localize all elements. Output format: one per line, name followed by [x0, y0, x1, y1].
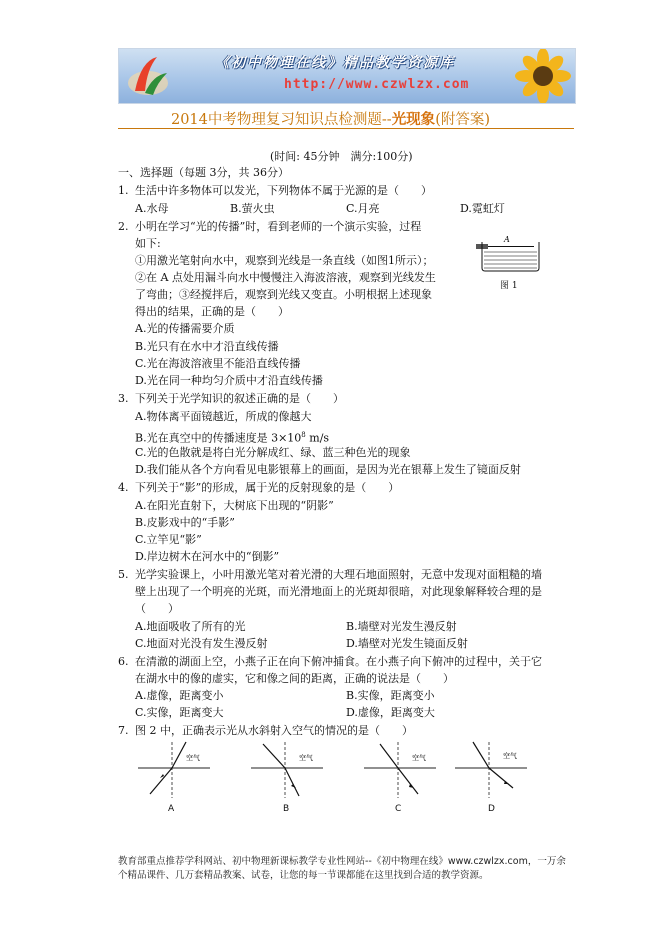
svg-text:空气: 空气	[503, 752, 517, 760]
document-title: 2014中考物理复习知识点检测题--光现象(附答案)	[170, 111, 491, 128]
page-footer	[118, 855, 578, 883]
q2-line-6: 得出的结果，正确的是（ ）	[135, 305, 289, 318]
q3-number: 3.	[118, 392, 129, 405]
title-divider	[118, 128, 574, 129]
sunflower-icon	[505, 49, 575, 103]
q3-option-b: B.光在真空中的传播速度是 $3\times 10^8$ m/s	[135, 431, 330, 445]
q2-line-1: 小明在学习“光的传播”时，看到老师的一个演示实验，过程	[135, 220, 422, 233]
banner-url[interactable]: http://www.czwlzx.com	[284, 77, 470, 92]
q5-line-1: 光学实验课上，小叶用激光笔对着光滑的大理石地面照射，无意中发现对面粗糙的墙	[135, 568, 542, 581]
q2-number: 2.	[118, 220, 129, 233]
diagram-a	[134, 738, 214, 800]
q3-option-d: D.我们能从各个方向看见电影银幕上的画面，是因为光在银幕上发生了镜面反射	[135, 463, 521, 476]
diagram-b	[247, 738, 327, 800]
q7-text: 图 2 中，正确表示光从水斜射入空气的情况的是（ ）	[135, 724, 413, 737]
q6-option-d: D.虚像，距离变大	[346, 706, 435, 719]
q5-number: 5.	[118, 568, 129, 581]
diagram-b-label: B	[283, 804, 290, 814]
q6-option-c: C.实像，距离变大	[135, 706, 224, 719]
figure-1-caption: 图 1	[500, 281, 518, 291]
q1-option-c: C.月亮	[346, 202, 380, 215]
q7-number: 7.	[118, 724, 129, 737]
q5-option-a: A.地面吸收了所有的光	[135, 620, 246, 633]
svg-text:空气: 空气	[186, 754, 200, 762]
q6-number: 6.	[118, 655, 129, 668]
logo-icon	[123, 51, 173, 101]
diagram-d-label: D	[488, 804, 495, 814]
q2-option-a: A.光的传播需要介质	[135, 322, 235, 335]
q1-option-b: B.萤火虫	[230, 202, 275, 215]
diagram-a-label: A	[168, 804, 175, 814]
q6-line-2: 在湖水中的像的虚实，它和像之间的距离，正确的说法是（ ）	[135, 672, 454, 685]
q3-text: 下列关于光学知识的叙述正确的是（ ）	[135, 392, 344, 405]
q1-option-a: A.水母	[135, 202, 169, 215]
q2-line-3: ①用激光笔射向水中，观察到光线是一条直线（如图1所示）；	[135, 254, 434, 267]
q4-option-b: B.皮影戏中的“手影”	[135, 516, 235, 529]
q2-line-2: 如下:	[135, 237, 161, 250]
q2-option-c: C.光在海波溶液里不能沿直线传播	[135, 357, 301, 370]
q2-line-4: ②在 A 点处用漏斗向水中慢慢注入海波溶液，观察到光线发生	[135, 271, 436, 284]
q6-option-b: B.实像，距离变小	[346, 689, 435, 702]
diagram-d	[451, 738, 531, 800]
q2-option-b: B.光只有在水中才沿直线传播	[135, 340, 279, 353]
footer-line-1: 教育部重点推荐学科网站、初中物理新课标教学专业性网站--《初中物理在线》www.czwlzx.com，一万余	[118, 856, 566, 867]
diagram-c-label: C	[395, 804, 402, 814]
q5-line-3: （ ）	[135, 602, 179, 615]
exam-meta: (时间: 45分钟 满分:100分)	[270, 150, 413, 163]
diagram-c	[360, 738, 440, 800]
q3-option-c: C.光的色散就是将白光分解成红、绿、蓝三种色光的现象	[135, 446, 411, 459]
section-heading: 一、选择题（每题 3分，共 36分）	[118, 166, 289, 179]
banner-title: 《初中物理在线》精品教学资源库	[215, 55, 455, 71]
q5-line-2: 壁上出现了一个明亮的光斑，而光滑地面上的光斑却很暗，对此现象解释较合理的是	[135, 585, 542, 598]
q4-option-a: A.在阳光直射下，大树底下出现的“阴影”	[135, 499, 334, 512]
footer-line-2: 个精品课件、几万套精品教案、试卷，让您的每一节课都能在这里找到合适的教学资源。	[118, 870, 489, 881]
header-banner	[118, 48, 576, 104]
q6-line-1: 在清澈的湖面上空，小燕子正在向下俯冲捕食。在小燕子向下俯冲的过程中，关于它	[135, 655, 542, 668]
q6-option-a: A.虚像，距离变小	[135, 689, 224, 702]
fig1-point-label: A	[504, 235, 510, 244]
q3-option-a: A.物体离平面镜越近，所成的像越大	[135, 410, 312, 423]
q5-option-c: C.地面对光没有发生漫反射	[135, 637, 268, 650]
q1-option-d: D.霓虹灯	[460, 202, 505, 215]
q2-option-d: D.光在同一种均匀介质中才沿直线传播	[135, 374, 323, 387]
svg-text:空气: 空气	[412, 754, 426, 762]
q1-text: 生活中许多物体可以发光，下列物体不属于光源的是（ ）	[135, 184, 432, 197]
q4-option-c: C.立竿见“影”	[135, 533, 202, 546]
q2-line-5: 了弯曲；③经搅拌后，观察到光线又变直。小明根据上述现象	[135, 288, 432, 301]
q4-text: 下列关于“影”的形成，属于光的反射现象的是（ ）	[135, 481, 400, 494]
q5-option-d: D.墙壁对光发生镜面反射	[346, 637, 468, 650]
q4-option-d: D.岸边树木在河水中的“倒影”	[135, 550, 280, 563]
q4-number: 4.	[118, 481, 129, 494]
q1-number: 1.	[118, 184, 129, 197]
figure-1-laser-tank	[474, 232, 544, 272]
svg-text:空气: 空气	[299, 754, 313, 762]
q5-option-b: B.墙壁对光发生漫反射	[346, 620, 457, 633]
